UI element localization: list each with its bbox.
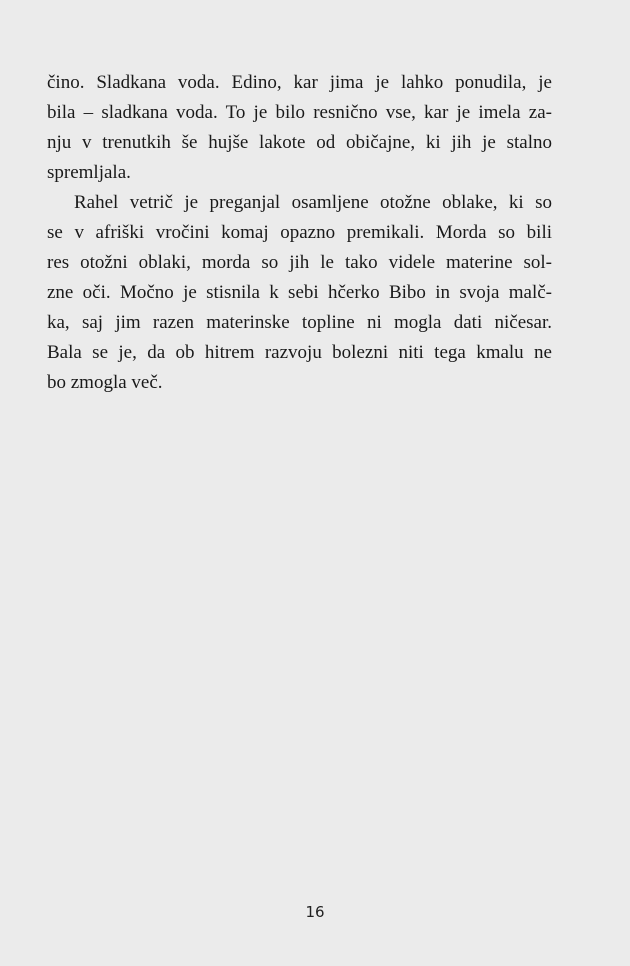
page-body [47,68,552,398]
paragraph-2 [47,188,552,398]
paragraph-1 [47,68,552,188]
text-line: čino. Sladkana voda. Edino, kar jima je lahko ponudila, je [47,72,552,93]
text-line: bila – sladkana voda. To je bilo resnično vse, kar je imela za- [47,102,552,123]
text-line: nju v trenutkih še hujše lakote od običajne, ki jih je stalno [47,132,552,153]
text-line: zne oči. Močno je stisnila k sebi hčerko Bibo in svoja malč- [47,282,552,303]
text-line: Bala se je, da ob hitrem razvoju bolezni niti tega kmalu ne [47,342,552,363]
text-line: se v afriški vročini komaj opazno premikali. Morda so bili [47,222,552,243]
text-line: res otožni oblaki, morda so jih le tako videle materine sol- [47,252,552,273]
text-line: Rahel vetrič je preganjal osamljene otožne oblake, ki so [74,192,552,213]
text-line: ka, saj jim razen materinske topline ni mogla dati ničesar. [47,312,552,333]
page-number: 16 [305,903,325,921]
text-line: bo zmogla več. [47,372,163,393]
text-line: spremljala. [47,162,131,183]
